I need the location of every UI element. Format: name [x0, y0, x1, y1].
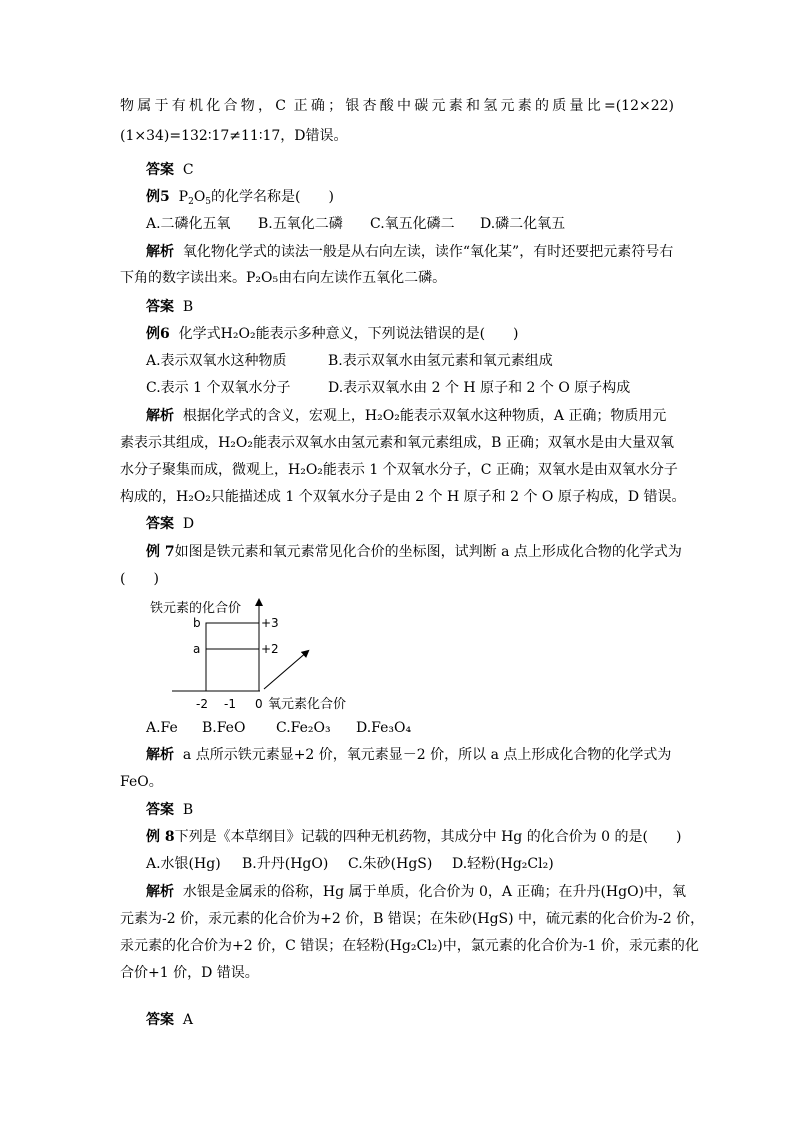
explanation-line: 合价+1 价，D 错误。	[120, 965, 259, 981]
option-d: D.表示双氧水由 2 个 H 原子和 2 个 O 原子构成	[328, 380, 631, 396]
option-a: A.二磷化五氧	[146, 216, 231, 232]
option-c: C.氧五化磷二	[370, 216, 455, 232]
text-line: (1×34)=132∶17≠11∶17，D错误。	[120, 128, 348, 144]
example-5-options	[146, 214, 565, 234]
explanation-line: 解析 氧化物化学式的读法一般是从右向左读，读作“氧化某”，有时还要把元素符号右	[146, 244, 674, 260]
explanation-line: FeO。	[120, 774, 163, 790]
tick-minus1: -1	[224, 697, 236, 711]
example-label: 例 7	[146, 544, 175, 560]
example-7-options	[146, 718, 411, 738]
example-label: 例6	[146, 326, 170, 342]
explanation-line: 解析 水银是金属汞的俗称，Hg 属于单质，化合价为 0，A 正确；在升丹(HgO)中，氧	[146, 884, 687, 900]
answer-line: 答案 B	[146, 802, 194, 818]
example-5-question: 例5 $P_2O_5$的化学名称是( )	[146, 189, 334, 207]
explanation-label: 解析	[146, 244, 174, 260]
bracket-rect	[206, 623, 259, 691]
example-6-options-cd	[146, 378, 630, 398]
example-6-question: 例6 化学式H₂O₂能表示多种意义，下列说法错误的是( )	[146, 326, 519, 342]
diagonal-arrow	[264, 651, 308, 689]
answer-line: 答案 D	[146, 516, 195, 532]
option-b: B.五氧化二磷	[258, 216, 343, 232]
explanation-line: 素表示其组成，H₂O₂能表示双氧水由氢元素和氧元素组成，B 正确；双氧水是由大量双氧	[120, 435, 674, 451]
explanation-line: 汞元素的化合价为+2 价，C 错误；在轻粉(Hg₂Cl₂)中，氯元素的化合价为-1 价，汞元素的化	[120, 938, 699, 954]
x-axis-label: 氧元素化合价	[268, 697, 347, 712]
tick-zero: 0	[255, 697, 263, 711]
answer-label: 答案	[146, 162, 174, 178]
tick-plus2: +2	[261, 642, 279, 656]
option-b: B.表示双氧水由氢元素和氧元素组成	[328, 353, 553, 369]
explanation-line: 解析 根据化学式的含义，宏观上，H₂O₂能表示双氧水这种物质，A 正确；物质用元	[146, 408, 667, 424]
text-line: 物属于有机化合物，C 正确；银杏酸中碳元素和氢元素的质量比=(12×22)	[120, 98, 674, 114]
option-c: C.表示 1 个双氧水分子	[146, 380, 291, 396]
explanation-line: 解析 a 点所示铁元素显+2 价，氧元素显－2 价，所以 a 点上形成化合物的化学式为	[146, 747, 672, 763]
option-c: C.朱砂(HgS)	[348, 856, 433, 872]
option-c: C.Fe₂O₃	[276, 720, 331, 736]
y-axis-label: 铁元素的化合价	[150, 601, 242, 616]
example-label: 例 8	[146, 829, 175, 845]
option-d: D.Fe₃O₄	[356, 720, 412, 736]
tick-minus2: -2	[196, 697, 208, 711]
example-6-options-ab	[146, 351, 553, 371]
answer-line	[146, 160, 194, 180]
option-d: D.磷二化氧五	[480, 216, 566, 232]
option-b: B.FeO	[202, 720, 246, 736]
explanation-line: 构成的，H₂O₂只能描述成 1 个双氧水分子是由 2 个 H 原子和 2 个 O 原子构成，D 错误。	[120, 489, 686, 505]
point-a-label: a	[193, 642, 201, 656]
explanation-line: 元素为-2 价，汞元素的化合价为+2 价，B 错误；在朱砂(HgS) 中，硫元素的化合价为-2 价，	[120, 911, 705, 927]
valence-diagram	[140, 592, 380, 714]
example-8-options	[146, 854, 554, 874]
example-label: 例5	[146, 189, 170, 205]
example-7-question: 例 7如图是铁元素和氧元素常见化合价的坐标图，试判断 a 点上形成化合物的化学式为	[146, 544, 682, 560]
option-d: D.轻粉(Hg₂Cl₂)	[452, 856, 554, 872]
option-a: A.水银(Hg)	[146, 856, 221, 872]
tick-plus3: +3	[261, 616, 279, 630]
option-a: A.表示双氧水这种物质	[146, 353, 287, 369]
point-b-label: b	[193, 616, 201, 630]
answer-line: 答案 A	[146, 1012, 194, 1028]
answer-line: 答案 B	[146, 299, 194, 315]
explanation-line: 下角的数字读出来。P₂O₅由右向左读作五氧化二磷。	[120, 270, 447, 286]
option-b: B.升丹(HgO)	[242, 856, 329, 872]
example-8-question: 例 8下列是《本草纲目》记载的四种无机药物，其成分中 Hg 的化合价为 0 的是( )	[146, 829, 682, 845]
answer-value: C	[182, 162, 194, 178]
option-a: A.Fe	[146, 720, 178, 736]
explanation-line: 水分子聚集而成，微观上，H₂O₂能表示 1 个双氧水分子，C 正确；双氧水是由双氧水分子	[120, 462, 678, 478]
example-7-question-cont: ( )	[120, 571, 159, 587]
